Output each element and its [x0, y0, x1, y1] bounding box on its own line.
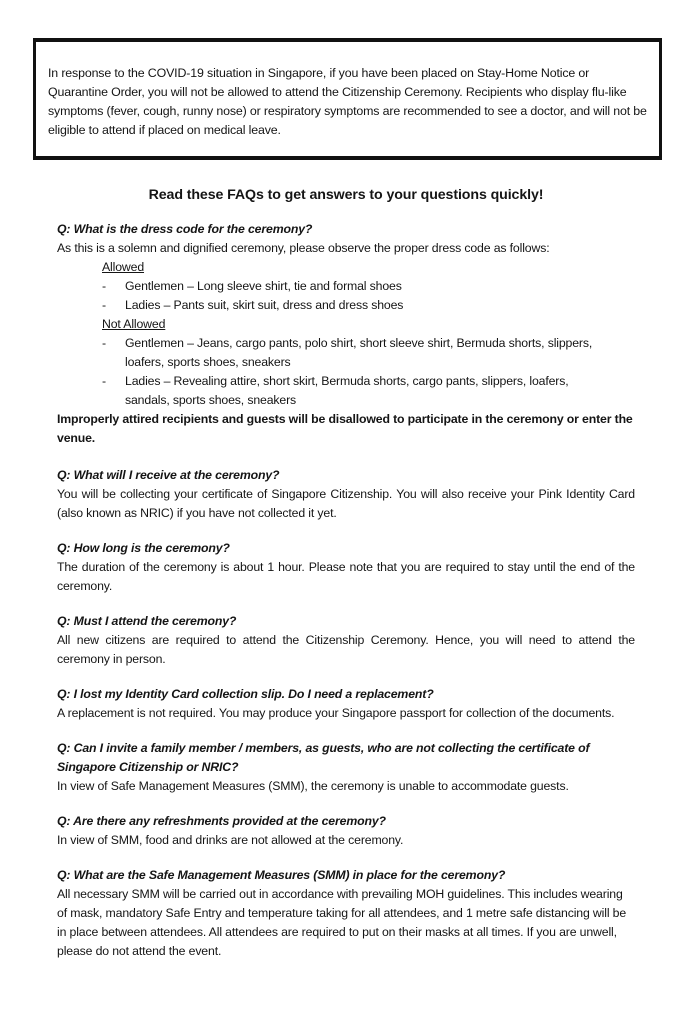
- faq-item: [57, 466, 635, 523]
- faq-question: Q: What are the Safe Management Measures (SMM) in place for the ceremony?: [57, 868, 506, 882]
- faq-answer: In view of SMM, food and drinks are not allowed at the ceremony.: [57, 833, 404, 847]
- faq-answer: In view of Safe Management Measures (SMM), the ceremony is unable to accommodate guests.: [57, 779, 569, 793]
- faq-answer: All necessary SMM will be carried out in accordance with prevailing MOH guidelines. This includes wearing of mask, mandatory Safe Entry and temperature taking for all attendees, and 1 metre safe distancing will be in place between attendees. All attendees are required to put on their masks at all times. If you are unwell, please do not attend the event.: [57, 887, 627, 958]
- faq-answer: A replacement is not required. You may produce your Singapore passport for collection of the documents.: [57, 706, 615, 720]
- faq-answer: You will be collecting your certificate of Singapore Citizenship. You will also receive your Pink Identity Card (also known as NRIC) if you have not collected it yet.: [57, 487, 635, 520]
- list-item: [102, 277, 635, 296]
- faq-item: [57, 866, 635, 961]
- bullet-dash: -: [102, 298, 106, 312]
- covid-notice-text: In response to the COVID-19 situation in Singapore, if you have been placed on Stay-Home Notice or Quarantine Order, you will not be allowed to attend the Citizenship Ceremony. Recipients who display flu-like symptoms (fever, cough, runny nose) or respiratory symptoms are recommended to see a doctor, and will not be eligible to attend if placed on medical leave.: [48, 66, 647, 137]
- faq-answer: The duration of the ceremony is about 1 hour. Please note that you are required to stay until the end of the ceremony.: [57, 560, 635, 593]
- faq-question: Q: I lost my Identity Card collection slip. Do I need a replacement?: [57, 687, 434, 701]
- covid-notice-box: [33, 38, 662, 160]
- bullet-dash: -: [102, 336, 106, 350]
- list-item: [102, 334, 595, 372]
- faq-item: [57, 812, 635, 850]
- faq-question: Q: Are there any refreshments provided at the ceremony?: [57, 814, 386, 828]
- faq-heading: Read these FAQs to get answers to your questions quickly!: [148, 187, 544, 203]
- list-item-text: Ladies – Pants suit, skirt suit, dress and dress shoes: [125, 298, 404, 312]
- faq-dress-code: [57, 220, 635, 448]
- bullet-dash: -: [102, 374, 106, 388]
- faq-item: [57, 739, 635, 796]
- list-item-text: Ladies – Revealing attire, short skirt, Bermuda shorts, cargo pants, slippers, loafers, sandals, sports shoes, sneakers: [125, 374, 569, 407]
- faq-item: [57, 612, 635, 669]
- faq-question: Q: Must I attend the ceremony?: [57, 614, 237, 628]
- list-item: [102, 372, 595, 410]
- faq-item: [57, 685, 635, 723]
- faq-answer: All new citizens are required to attend the Citizenship Ceremony. Hence, you will need to attend the ceremony in person.: [57, 633, 635, 666]
- dress-code-warning: Improperly attired recipients and guests will be disallowed to participate in the ceremony or enter the venue.: [57, 412, 633, 445]
- faq-question: Q: What will I receive at the ceremony?: [57, 468, 280, 482]
- faq-question: Q: What is the dress code for the ceremony?: [57, 222, 313, 236]
- allowed-list: [102, 277, 635, 315]
- not-allowed-label: Not Allowed: [102, 317, 166, 331]
- list-item: [102, 296, 635, 315]
- list-item-text: Gentlemen – Jeans, cargo pants, polo shirt, short sleeve shirt, Bermuda shorts, slippers, loafers, sports shoes, sneakers: [125, 336, 593, 369]
- not-allowed-list: [102, 334, 595, 410]
- faq-content: [57, 220, 635, 977]
- faq-question: Q: Can I invite a family member / members, as guests, who are not collecting the certificate of Singapore Citizenship or NRIC?: [57, 741, 590, 774]
- faq-question: Q: How long is the ceremony?: [57, 541, 230, 555]
- faq-item: [57, 539, 635, 596]
- dress-code-intro: As this is a solemn and dignified ceremony, please observe the proper dress code as follows:: [57, 241, 550, 255]
- allowed-label: Allowed: [102, 260, 145, 274]
- list-item-text: Gentlemen – Long sleeve shirt, tie and formal shoes: [125, 279, 402, 293]
- bullet-dash: -: [102, 279, 106, 293]
